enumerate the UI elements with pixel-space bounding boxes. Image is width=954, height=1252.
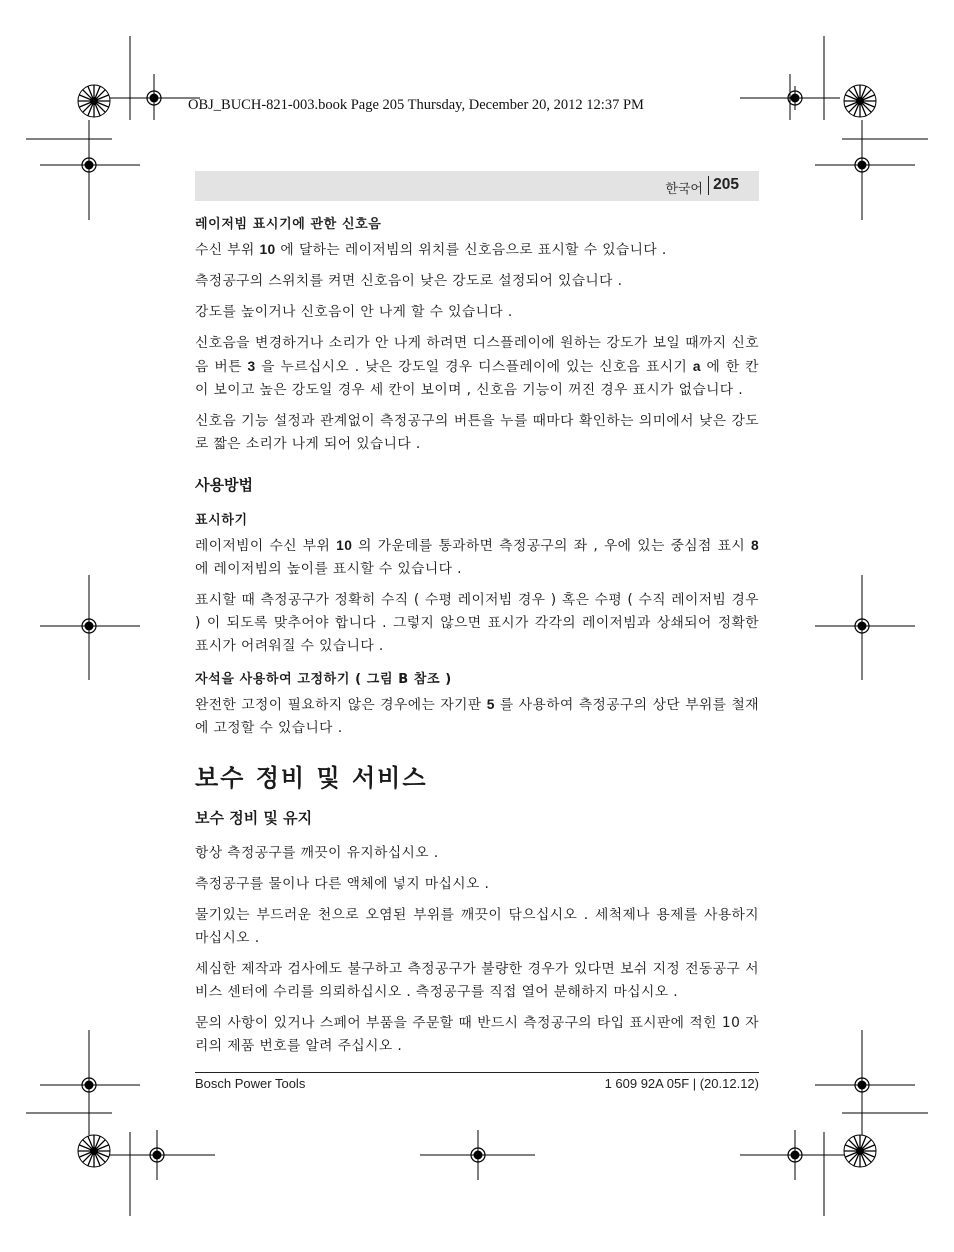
maintenance-paragraph-2: 측정공구를 물이나 다른 액체에 넣지 마십시오 . <box>195 876 490 892</box>
page-number: 205 <box>713 176 739 193</box>
signal-section-title: 레이저빔 표시기에 관한 신호음 <box>195 217 382 232</box>
signal-paragraph-3: 강도를 높이거나 신호음이 안 나게 할 수 있습니다 . <box>195 304 513 320</box>
magnet-section-title: 자석을 사용하여 고정하기 ( 그림 B 참조 ) <box>195 672 452 687</box>
page-content <box>195 213 759 1066</box>
display-section-title: 표시하기 <box>195 513 248 528</box>
signal-paragraph-1: 수신 부위 10 에 달하는 레이저빔의 위치를 신호음으로 표시할 수 있습니다 . <box>195 242 667 258</box>
maintenance-section-title: 보수 정비 및 유지 <box>195 809 313 827</box>
print-info: OBJ_BUCH-821-003.book Page 205 Thursday, December 20, 2012 12:37 PM <box>188 97 644 113</box>
signal-paragraph-5: 신호음 기능 설정과 관계없이 측정공구의 버튼을 누를 때마다 확인하는 의미에서 낮은 강도로 짧은 소리가 나게 되어 있습니다 . <box>195 413 759 452</box>
footer-brand: Bosch Power Tools <box>195 1076 306 1091</box>
footer-doc-number: 1 609 92A 05F | (20.12.12) <box>604 1076 759 1091</box>
magnet-paragraph-1: 완전한 고정이 필요하지 않은 경우에는 자기판 5 를 사용하여 측정공구의 상단 부위를 철재에 고정할 수 있습니다 . <box>195 697 759 736</box>
maintenance-paragraph-1: 항상 측정공구를 깨끗이 유지하십시오 . <box>195 845 439 861</box>
maintenance-paragraph-5: 문의 사항이 있거나 스페어 부품을 주문할 때 반드시 측정공구의 타입 표시판에 적힌 10 자리의 제품 번호를 알려 주십시오 . <box>195 1015 759 1054</box>
signal-paragraph-2: 측정공구의 스위치를 켜면 신호음이 낮은 강도로 설정되어 있습니다 . <box>195 273 623 289</box>
header-language: 한국어 <box>665 182 703 197</box>
display-paragraph-2: 표시할 때 측정공구가 정확히 수직 ( 수평 레이저빔 경우 ) 혹은 수평 ( 수직 레이저빔 경우 ) 이 되도록 맞추어야 합니다 . 그렇지 않으면 표시가 각각의 레이저빔과 상쇄되어 정확한 표시가 어려워질 수 있습니다 . <box>195 592 759 654</box>
usage-section-title: 사용방법 <box>195 476 253 494</box>
footer-rule <box>195 1072 759 1073</box>
header-separator <box>708 176 709 195</box>
signal-paragraph-4: 신호음을 변경하거나 소리가 안 나게 하려면 디스플레이에 원하는 강도가 보일 때까지 신호음 버튼 3 을 누르십시오 . 낮은 강도일 경우 디스플레이에 있는 신호음 표시기 a 에 한 칸이 보이고 높은 강도일 경우 세 칸이 보이며 , 신호음 기능이 꺼진 경우 표시가 없습니다 . <box>195 335 759 398</box>
page-header <box>195 171 759 201</box>
maintenance-paragraph-3: 물기있는 부드러운 천으로 오염된 부위를 깨끗이 닦으십시오 . 세척제나 용제를 사용하지 마십시오 . <box>195 907 759 946</box>
maintenance-chapter-title: 보수 정비 및 서비스 <box>195 764 428 792</box>
display-paragraph-1: 레이저빔이 수신 부위 10 의 가운데를 통과하면 측정공구의 좌 , 우에 있는 중심점 표시 8 에 레이저빔의 높이를 표시할 수 있습니다 . <box>195 538 760 577</box>
maintenance-paragraph-4: 세심한 제작과 검사에도 불구하고 측정공구가 불량한 경우가 있다면 보쉬 지정 전동공구 서비스 센터에 수리를 의뢰하십시오 . 측정공구를 직접 열어 분해하지 마십시오 . <box>195 961 759 1000</box>
